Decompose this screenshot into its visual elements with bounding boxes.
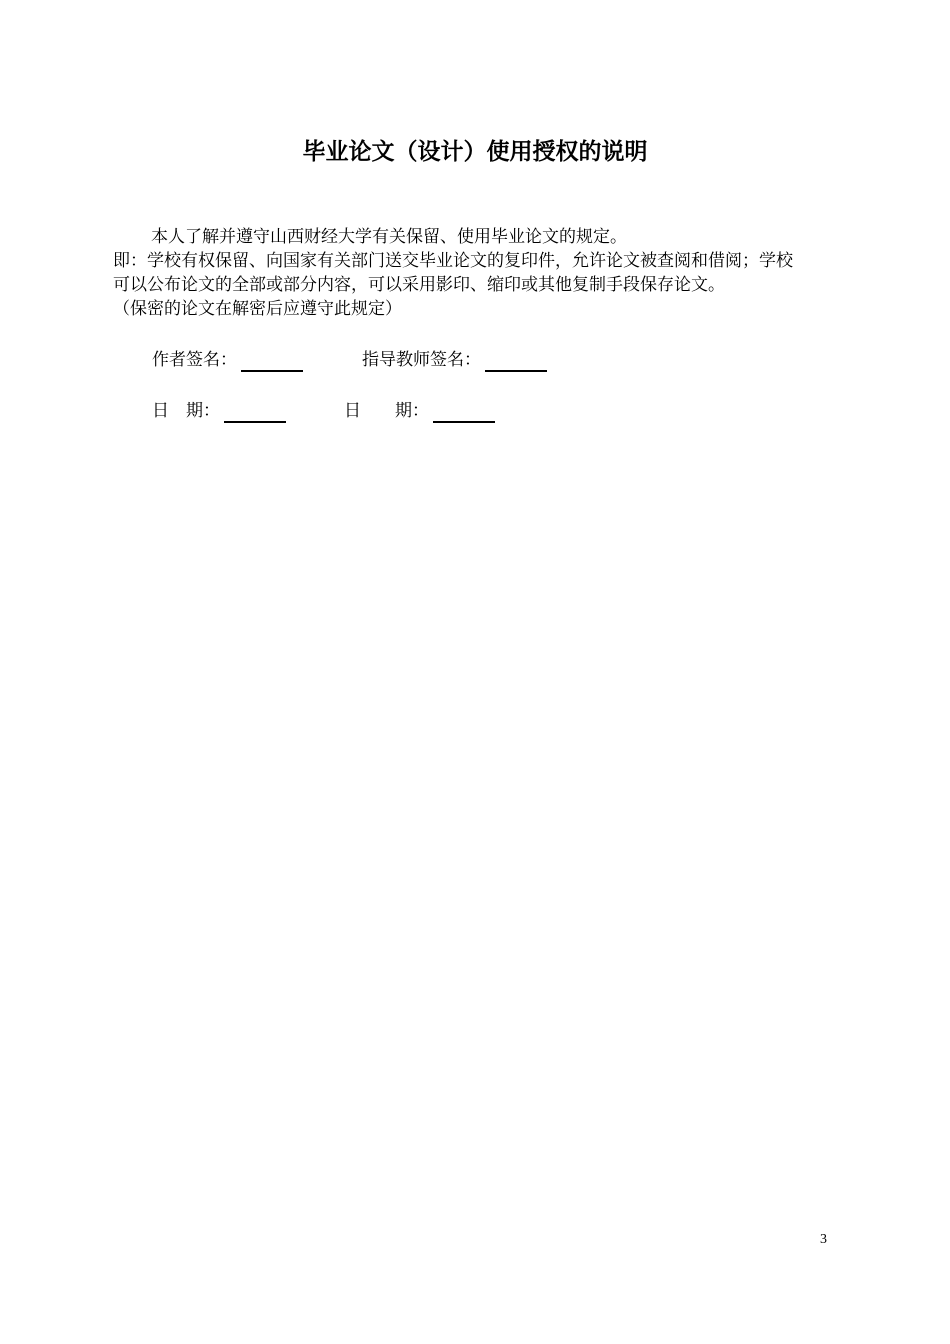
author-signature-blank[interactable]	[241, 352, 303, 372]
advisor-signature-label: 指导教师签名：	[362, 350, 481, 370]
author-date-field	[152, 399, 286, 423]
statement-line-2: 即：学校有权保留、向国家有关部门送交毕业论文的复印件，允许论文被查阅和借阅；学校	[113, 251, 793, 271]
author-signature-field	[152, 348, 303, 372]
page-number: 3	[820, 1232, 827, 1247]
advisor-signature-blank[interactable]	[485, 352, 547, 372]
advisor-date-field	[344, 399, 495, 423]
advisor-date-blank[interactable]	[433, 403, 495, 423]
statement-line-1: 本人了解并遵守山西财经大学有关保留、使用毕业论文的规定。	[151, 227, 627, 247]
author-signature-label: 作者签名：	[152, 350, 237, 370]
authorization-statement	[113, 225, 873, 321]
statement-line-4: （保密的论文在解密后应遵守此规定）	[113, 299, 402, 319]
author-date-blank[interactable]	[224, 403, 286, 423]
statement-line-3: 可以公布论文的全部或部分内容，可以采用影印、缩印或其他复制手段保存论文。	[113, 275, 725, 295]
document-title: 毕业论文（设计）使用授权的说明	[302, 139, 648, 165]
advisor-signature-field	[362, 348, 547, 372]
advisor-date-label: 日 期：	[344, 401, 429, 421]
author-date-label: 日 期：	[152, 401, 220, 421]
